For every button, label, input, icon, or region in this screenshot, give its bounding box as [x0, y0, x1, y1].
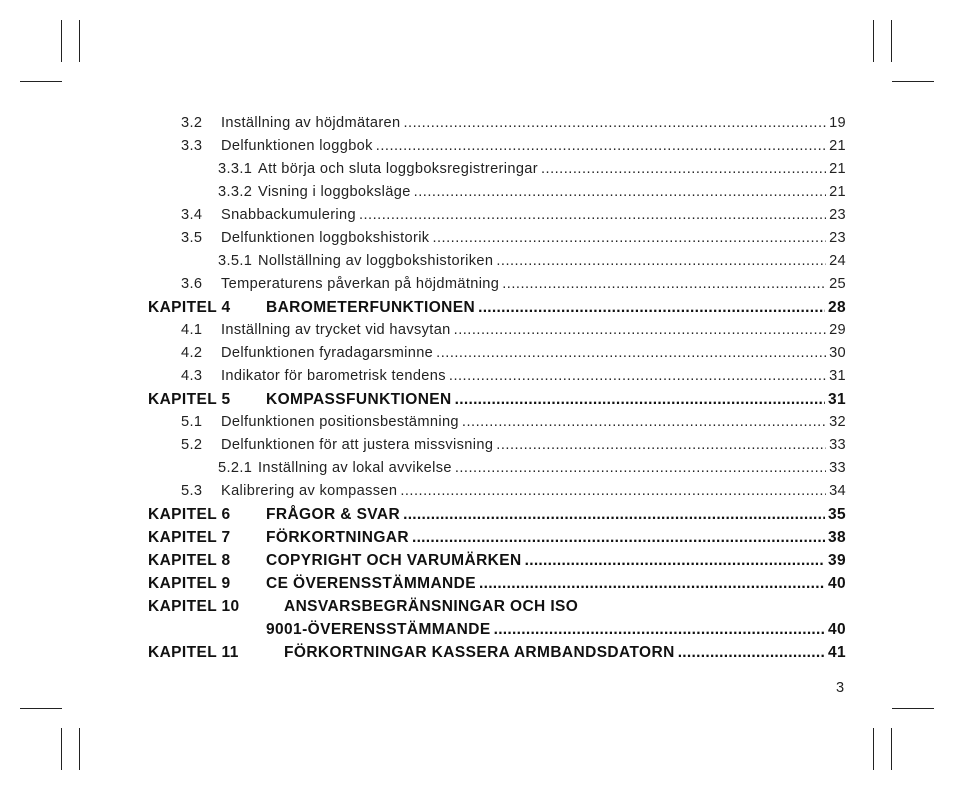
- toc-entry-title: Inställning av trycket vid havsytan: [221, 322, 451, 338]
- toc-entry[interactable]: [148, 345, 846, 368]
- toc-entry-page: 23: [829, 230, 846, 246]
- toc-entry-page: 39: [827, 552, 846, 569]
- toc-entry-page: 24: [829, 253, 846, 269]
- toc-chapter-number: KAPITEL 8: [148, 552, 231, 569]
- toc-entry-title: Att börja och sluta loggboksregistreringar: [258, 161, 538, 177]
- crop-mark: [891, 728, 892, 770]
- toc-chapter-entry[interactable]: [148, 575, 846, 598]
- toc-leader-dots: [449, 368, 826, 384]
- toc-chapter-entry[interactable]: [148, 506, 846, 529]
- toc-leader-dots: [436, 345, 826, 361]
- toc-chapter-entry[interactable]: [148, 644, 846, 667]
- toc-entry-title: Delfunktionen loggbok: [221, 138, 373, 154]
- toc-entry[interactable]: [148, 184, 846, 207]
- crop-mark: [79, 728, 80, 770]
- toc-entry[interactable]: [148, 115, 846, 138]
- toc-chapter-number: KAPITEL 5: [148, 391, 231, 408]
- crop-mark: [892, 708, 934, 709]
- crop-mark: [892, 81, 934, 82]
- toc-chapter-number: KAPITEL 10: [148, 598, 240, 615]
- toc-entry-number: 5.2: [181, 437, 203, 453]
- toc-entry-title: Kalibrering av kompassen: [221, 483, 398, 499]
- toc-entry-number: 4.2: [181, 345, 203, 361]
- crop-mark: [20, 81, 62, 82]
- crop-mark: [873, 20, 874, 62]
- toc-entry-title: Inställning av höjdmätaren: [221, 115, 401, 131]
- toc-leader-dots: [455, 391, 825, 409]
- toc-chapter-title: CE ÖVERENSSTÄMMANDE: [266, 575, 476, 592]
- toc-leader-dots: [525, 552, 825, 570]
- toc-chapter-entry[interactable]: [148, 552, 846, 575]
- toc-entry-number: 3.2: [181, 115, 203, 131]
- toc-leader-dots: [400, 483, 826, 499]
- toc-leader-dots: [479, 575, 825, 593]
- toc-entry-page: 30: [829, 345, 846, 361]
- toc-entry[interactable]: [148, 138, 846, 161]
- toc-chapter-number: KAPITEL 7: [148, 529, 231, 546]
- toc-chapter-entry-continuation[interactable]: [148, 621, 846, 644]
- toc-entry-number: 5.2.1: [218, 460, 253, 476]
- toc-entry-number: 3.5.1: [218, 253, 253, 269]
- toc-chapter-title: BAROMETERFUNKTIONEN: [266, 299, 476, 316]
- toc-chapter-title: 9001-ÖVERENSSTÄMMANDE: [266, 621, 491, 638]
- toc-chapter-title: FRÅGOR & SVAR: [266, 506, 401, 523]
- toc-entry-page: 31: [829, 368, 846, 384]
- crop-mark: [61, 20, 62, 62]
- toc-entry-title: Delfunktionen loggbokshistorik: [221, 230, 430, 246]
- toc-entry-title: Indikator för barometrisk tendens: [221, 368, 446, 384]
- toc-entry-page: 40: [827, 621, 846, 638]
- toc-entry-number: 4.1: [181, 322, 203, 338]
- toc-leader-dots: [502, 276, 826, 292]
- toc-chapter-number: KAPITEL 9: [148, 575, 231, 592]
- toc-leader-dots: [478, 299, 825, 317]
- toc-leader-dots: [376, 138, 826, 154]
- toc-entry-title: Visning i loggboksläge: [258, 184, 411, 200]
- toc-leader-dots: [414, 184, 826, 200]
- toc-leader-dots: [359, 207, 826, 223]
- toc-leader-dots: [494, 621, 825, 639]
- toc-leader-dots: [412, 529, 825, 547]
- toc-entry[interactable]: [148, 414, 846, 437]
- toc-leader-dots: [403, 115, 826, 131]
- toc-chapter-number: KAPITEL 11: [148, 644, 239, 661]
- toc-entry-number: 3.3.1: [218, 161, 253, 177]
- toc-leader-dots: [455, 460, 826, 476]
- toc-entry-page: 28: [827, 299, 846, 316]
- toc-entry-page: 29: [829, 322, 846, 338]
- toc-entry-title: Snabbackumulering: [221, 207, 356, 223]
- toc-entry-page: 41: [827, 644, 846, 661]
- page-number: 3: [836, 680, 845, 696]
- toc-entry-page: 33: [829, 437, 846, 453]
- toc-entry-page: 34: [829, 483, 846, 499]
- toc-chapter-entry[interactable]: [148, 529, 846, 552]
- toc-entry-page: 21: [829, 184, 846, 200]
- toc-entry-page: 19: [829, 115, 846, 131]
- toc-entry[interactable]: [148, 253, 846, 276]
- toc-entry-title: Inställning av lokal avvikelse: [258, 460, 452, 476]
- toc-entry-page: 40: [827, 575, 846, 592]
- toc-entry-number: 3.3: [181, 138, 203, 154]
- toc-chapter-entry[interactable]: [148, 299, 846, 322]
- toc-entry-title: Delfunktionen positionsbestämning: [221, 414, 459, 430]
- toc-entry-page: 23: [829, 207, 846, 223]
- toc-chapter-number: KAPITEL 6: [148, 506, 231, 523]
- toc-leader-dots: [496, 437, 826, 453]
- toc-entry-title: Delfunktionen för att justera missvisning: [221, 437, 494, 453]
- toc-entry-title: Delfunktionen fyradagarsminne: [221, 345, 434, 361]
- crop-mark: [891, 20, 892, 62]
- toc-entry-page: 21: [829, 161, 846, 177]
- crop-mark: [873, 728, 874, 770]
- toc-chapter-entry[interactable]: [148, 598, 846, 621]
- crop-mark: [20, 708, 62, 709]
- toc-entry-page: 25: [829, 276, 846, 292]
- toc-chapter-entry[interactable]: [148, 391, 846, 414]
- toc-entry-number: 3.3.2: [218, 184, 253, 200]
- toc-entry[interactable]: [148, 276, 846, 299]
- table-of-contents: [148, 115, 846, 667]
- toc-entry-number: 4.3: [181, 368, 203, 384]
- toc-entry-number: 5.3: [181, 483, 203, 499]
- toc-entry-number: 3.4: [181, 207, 203, 223]
- toc-chapter-title: COPYRIGHT OCH VARUMÄRKEN: [266, 552, 522, 569]
- toc-chapter-number: KAPITEL 4: [148, 299, 231, 316]
- toc-entry[interactable]: [148, 483, 846, 506]
- toc-leader-dots: [496, 253, 826, 269]
- toc-entry-page: 38: [827, 529, 846, 546]
- toc-entry[interactable]: [148, 161, 846, 184]
- toc-entry[interactable]: [148, 230, 846, 253]
- toc-leader-dots: [454, 322, 826, 338]
- crop-mark: [79, 20, 80, 62]
- toc-leader-dots: [678, 644, 825, 662]
- toc-entry-page: 32: [829, 414, 846, 430]
- toc-entry-page: 21: [829, 138, 846, 154]
- toc-chapter-title: FÖRKORTNINGAR: [266, 529, 409, 546]
- toc-leader-dots: [462, 414, 826, 430]
- toc-chapter-title: ANSVARSBEGRÄNSNINGAR OCH ISO: [284, 598, 579, 615]
- toc-entry[interactable]: [148, 368, 846, 391]
- toc-leader-dots: [432, 230, 826, 246]
- crop-mark: [61, 728, 62, 770]
- toc-entry[interactable]: [148, 460, 846, 483]
- toc-entry-number: 3.5: [181, 230, 203, 246]
- toc-chapter-title: KOMPASSFUNKTIONEN: [266, 391, 452, 408]
- toc-entry-number: 5.1: [181, 414, 203, 430]
- toc-entry-page: 35: [827, 506, 846, 523]
- toc-entry[interactable]: [148, 322, 846, 345]
- toc-leader-dots: [403, 506, 825, 524]
- toc-entry-number: 3.6: [181, 276, 203, 292]
- toc-entry-page: 33: [829, 460, 846, 476]
- toc-entry-title: Nollställning av loggbokshistoriken: [258, 253, 494, 269]
- toc-entry[interactable]: [148, 437, 846, 460]
- toc-leader-dots: [541, 161, 826, 177]
- toc-entry[interactable]: [148, 207, 846, 230]
- toc-entry-title: Temperaturens påverkan på höjdmätning: [221, 276, 500, 292]
- toc-chapter-title: FÖRKORTNINGAR KASSERA ARMBANDSDATORN: [284, 644, 675, 661]
- toc-entry-page: 31: [827, 391, 846, 408]
